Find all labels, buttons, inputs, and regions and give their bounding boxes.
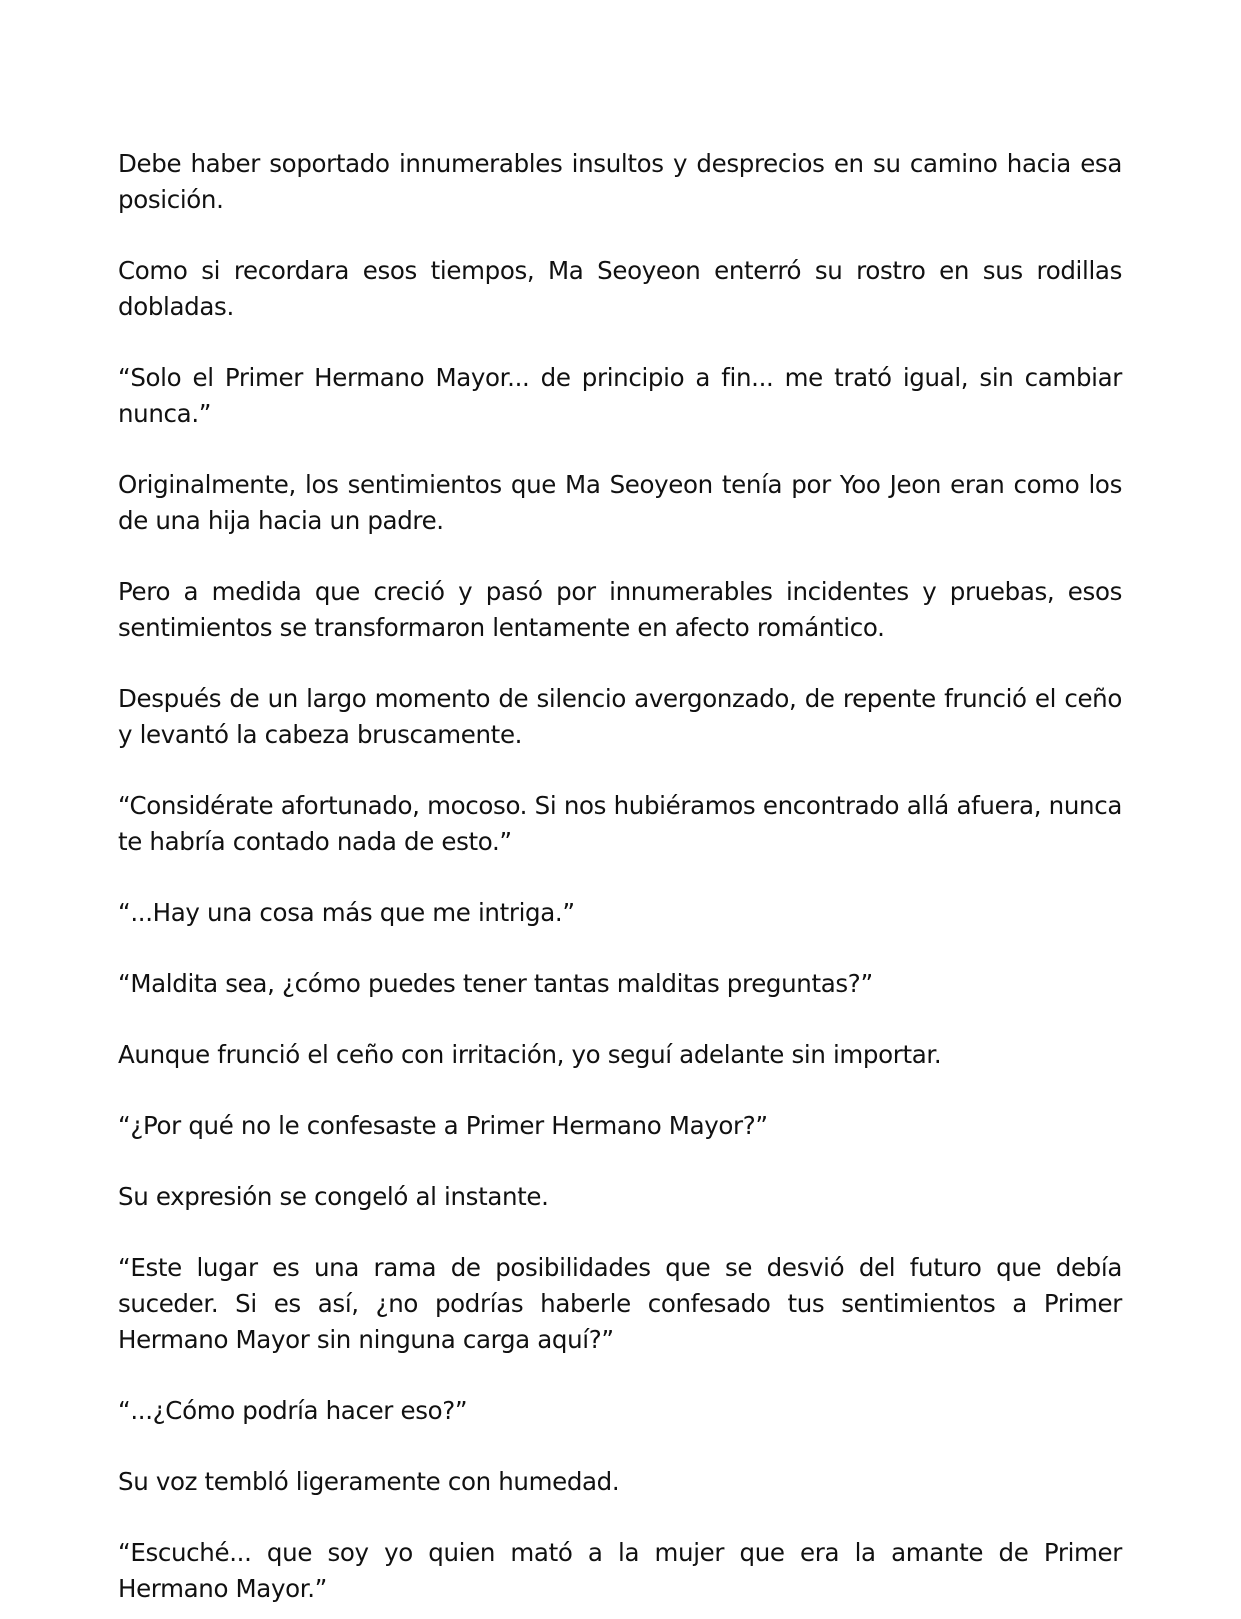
paragraph: Aunque frunció el ceño con irritación, yo seguí adelante sin importar. [118, 1040, 942, 1069]
paragraph: Pero a medida que creció y pasó por innumerables incidentes y pruebas, esos sentimientos se transformaron lentamente en afecto romántico. [118, 577, 1122, 642]
document-page [118, 146, 1122, 1607]
paragraph: Debe haber soportado innumerables insultos y desprecios en su camino hacia esa posición. [118, 149, 1122, 214]
paragraph: “...Hay una cosa más que me intriga.” [118, 898, 575, 927]
paragraph: Como si recordara esos tiempos, Ma Seoyeon enterró su rostro en sus rodillas dobladas. [118, 256, 1122, 321]
paragraph: “Escuché... que soy yo quien mató a la mujer que era la amante de Primer Hermano Mayor.” [118, 1538, 1122, 1603]
paragraph: “Solo el Primer Hermano Mayor... de principio a fin... me trató igual, sin cambiar nunca.” [118, 363, 1122, 428]
paragraph: “¿Por qué no le confesaste a Primer Hermano Mayor?” [118, 1111, 768, 1140]
paragraph: Su expresión se congeló al instante. [118, 1182, 549, 1211]
paragraph: “Maldita sea, ¿cómo puedes tener tantas malditas preguntas?” [118, 969, 873, 998]
paragraph: “...¿Cómo podría hacer eso?” [118, 1396, 468, 1425]
paragraph: “Considérate afortunado, mocoso. Si nos hubiéramos encontrado allá afuera, nunca te habría contado nada de esto.” [118, 791, 1122, 856]
paragraph: Originalmente, los sentimientos que Ma Seoyeon tenía por Yoo Jeon eran como los de una hija hacia un padre. [118, 470, 1122, 535]
paragraph: “Este lugar es una rama de posibilidades que se desvió del futuro que debía suceder. Si es así, ¿no podrías haberle confesado tus sentimientos a Primer Hermano Mayor sin ninguna carga aquí?” [118, 1253, 1122, 1354]
paragraph: Después de un largo momento de silencio avergonzado, de repente frunció el ceño y levantó la cabeza bruscamente. [118, 684, 1122, 749]
paragraph: Su voz tembló ligeramente con humedad. [118, 1467, 620, 1496]
